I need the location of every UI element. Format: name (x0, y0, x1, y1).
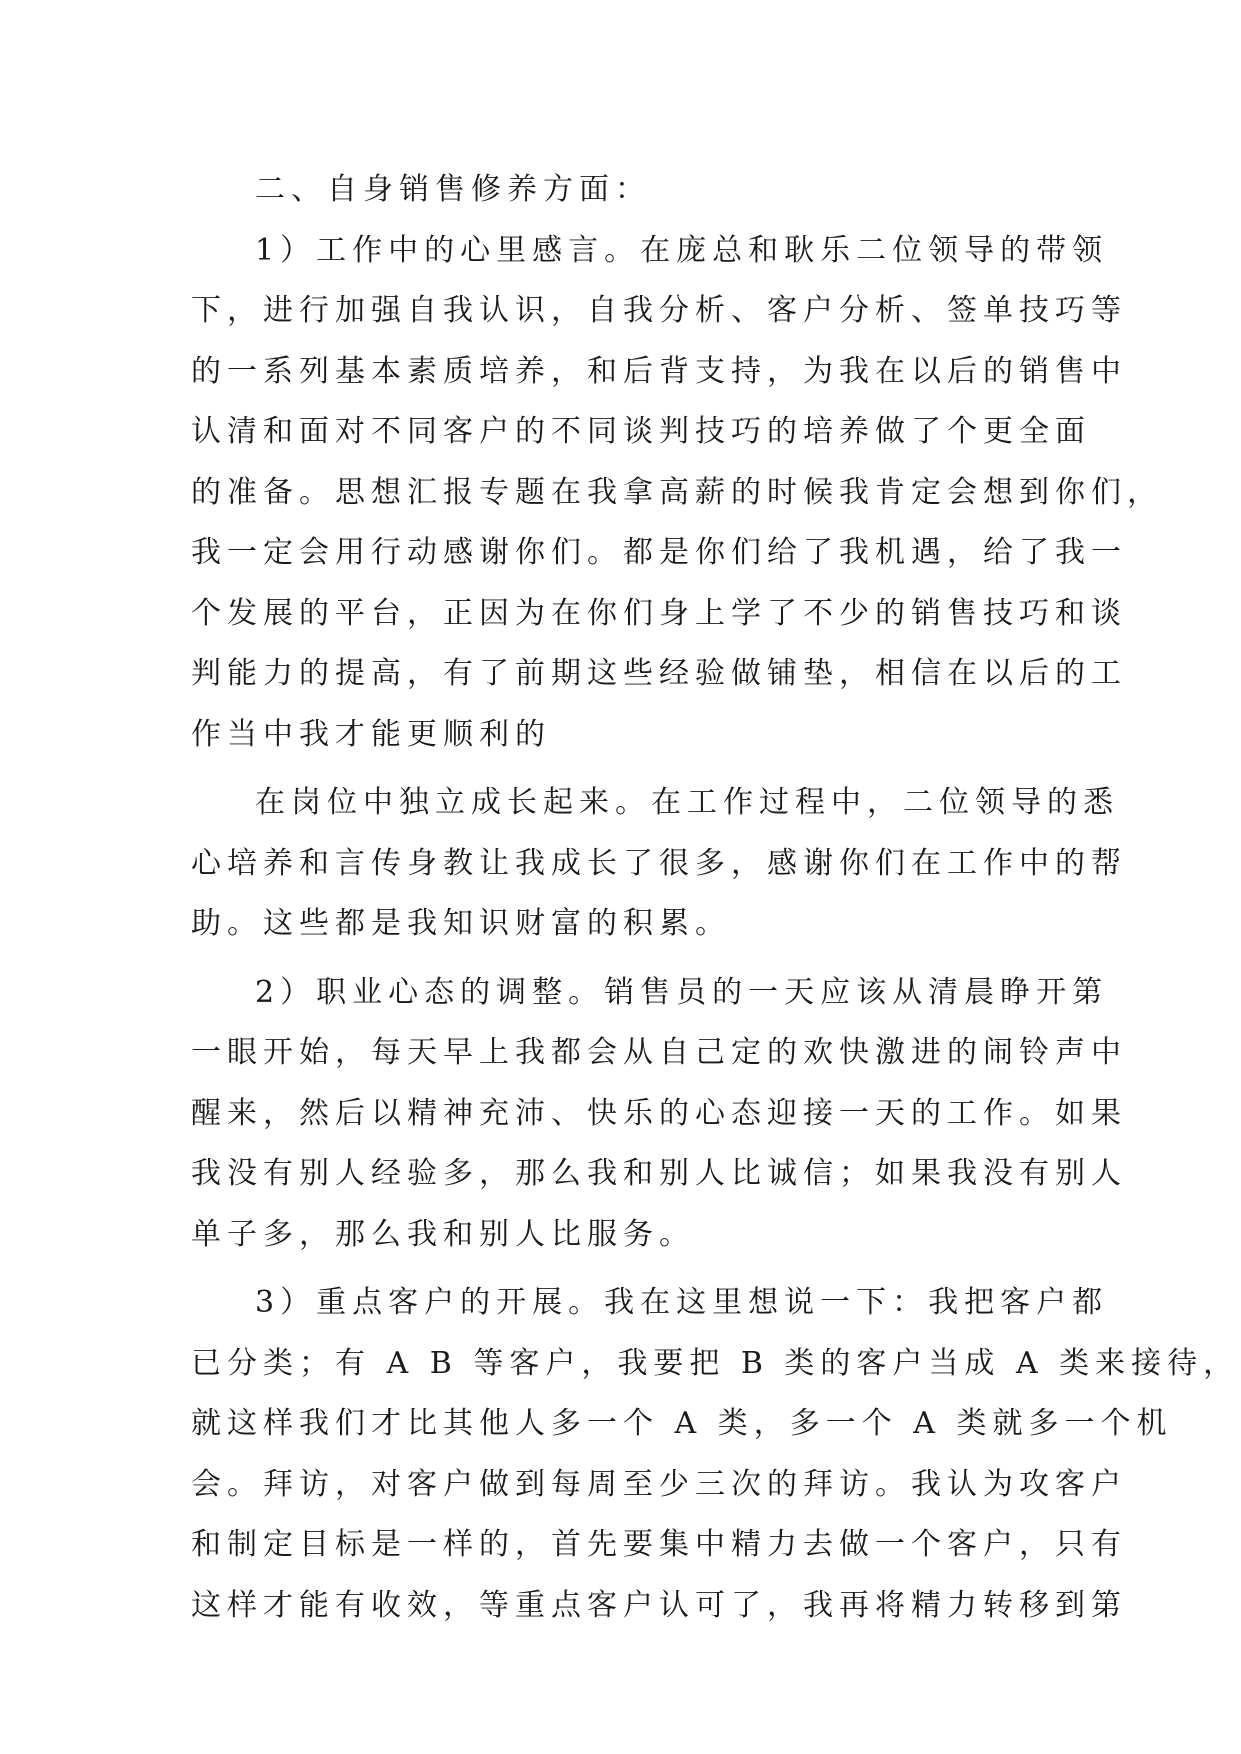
paragraph-3 (191, 963, 1127, 1266)
paragraph-line: 2）职业心态的调整。销售员的一天应该从清晨睁开第 (255, 974, 1109, 1010)
paragraph-1 (191, 221, 1163, 766)
paragraph-4 (191, 1273, 1240, 1636)
section-heading: 二、自身销售修养方面： (255, 172, 651, 207)
paragraph-line: 我一定会用行动感谢你们。都是你们给了我机遇，给了我一 (191, 535, 1127, 570)
paragraph-line: 下，进行加强自我认识，自我分析、客户分析、签单技巧等 (191, 293, 1127, 328)
paragraph-line: 就这样我们才比其他人多一个 A 类，多一个 A 类就多一个机 (191, 1406, 1173, 1441)
paragraph-line: 个发展的平台，正因为在你们身上学了不少的销售技巧和谈 (191, 595, 1127, 631)
paragraph-line: 我没有别人经验多，那么我和别人比诚信；如果我没有别人 (191, 1156, 1127, 1191)
paragraph-line: 一眼开始，每天早上我都会从自己定的欢快激进的闹铃声中 (191, 1035, 1127, 1070)
paragraph-line: 1）工作中的心里感言。在庞总和耿乐二位领导的带领 (255, 232, 1109, 268)
paragraph-line: 的一系列基本素质培养，和后背支持，为我在以后的销售中 (191, 353, 1127, 389)
paragraph-line: 判能力的提高，有了前期这些经验做铺垫，相信在以后的工 (191, 656, 1127, 691)
paragraph-line: 心培养和言传身教让我成长了很多，感谢你们在工作中的帮 (191, 845, 1127, 881)
paragraph-line: 认清和面对不同客户的不同谈判技巧的培养做了个更全面 (191, 414, 1091, 449)
paragraph-line: 已分类；有 A B 等客户，我要把 B 类的客户当成 A 类来接待， (191, 1345, 1240, 1381)
paragraph-line: 的准备。思想汇报专题在我拿高薪的时候我肯定会想到你们， (191, 474, 1163, 510)
paragraph-line: 这样才能有收效，等重点客户认可了，我再将精力转移到第 (191, 1587, 1127, 1623)
paragraph-2 (191, 773, 1127, 955)
paragraph-line: 在岗位中独立成长起来。在工作过程中，二位领导的悉 (255, 785, 1119, 820)
paragraph-line: 作当中我才能更顺利的 (191, 716, 551, 752)
paragraph-line: 醒来，然后以精神充沛、快乐的心态迎接一天的工作。如果 (191, 1095, 1127, 1131)
paragraph-line: 会。拜访，对客户做到每周至少三次的拜访。我认为攻客户 (191, 1466, 1127, 1502)
paragraph-line: 3）重点客户的开展。我在这里想说一下：我把客户都 (255, 1285, 1109, 1320)
document-body (191, 160, 1240, 1636)
paragraph-line: 单子多，那么我和别人比服务。 (191, 1216, 695, 1252)
paragraph-line: 助。这些都是我知识财富的积累。 (191, 906, 731, 941)
paragraph-line: 和制定目标是一样的，首先要集中精力去做一个客户，只有 (191, 1527, 1127, 1562)
